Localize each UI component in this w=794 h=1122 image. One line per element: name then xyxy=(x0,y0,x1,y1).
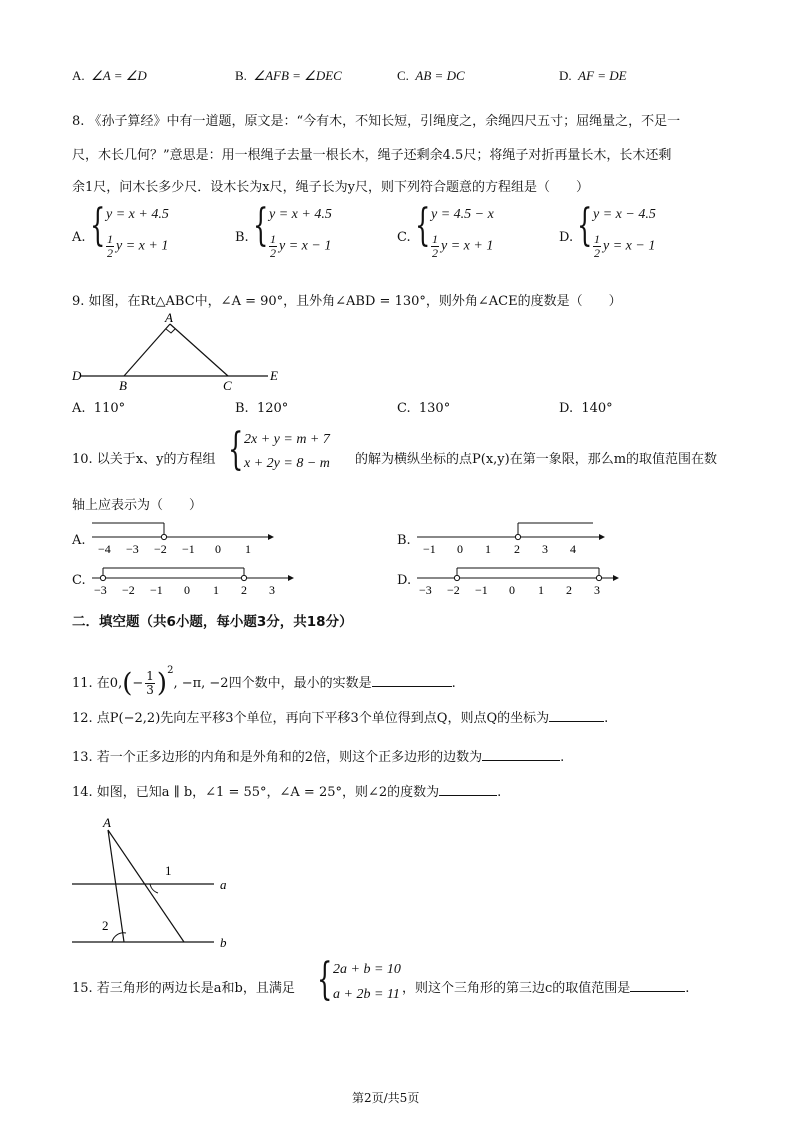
svg-text:3: 3 xyxy=(542,542,548,556)
svg-text:−3: −3 xyxy=(419,583,432,597)
svg-text:0: 0 xyxy=(215,542,221,556)
q9-question: 9. 如图，在Rt△ABC中，∠A = 90°，且外角∠ABD = 130°，则外角∠ACE的度数是（ ） xyxy=(72,294,622,309)
svg-text:4: 4 xyxy=(570,542,576,556)
svg-text:2: 2 xyxy=(241,583,247,597)
svg-text:−3: −3 xyxy=(126,542,139,556)
q10-numberline-b xyxy=(413,515,613,557)
q10-line-2: 轴上应表示为（ ） xyxy=(72,498,203,513)
svg-text:2: 2 xyxy=(102,918,109,933)
q7-option-a: A. ∠A = ∠D xyxy=(72,68,147,83)
q10-eq1: 2x + y = m + 7 xyxy=(244,432,330,447)
svg-text:−1: −1 xyxy=(475,583,488,597)
q15-eq1: 2a + b = 10 xyxy=(333,962,401,977)
svg-text:2: 2 xyxy=(514,542,520,556)
side-ab xyxy=(124,324,170,376)
right-angle-mark xyxy=(166,329,175,333)
svg-text:−2: −2 xyxy=(122,583,135,597)
svg-text:3: 3 xyxy=(269,583,275,597)
q7-option-d: D. AF = DE xyxy=(559,68,627,83)
label-a: A xyxy=(165,310,173,325)
q7-option-b: B. ∠AFB = ∠DEC xyxy=(235,68,342,83)
q10-numberline-a xyxy=(88,515,278,557)
side-ac xyxy=(170,324,228,376)
section-title: 二．填空题（共6小题，每小题3分，共18分） xyxy=(72,614,353,630)
page-number: 第2页/共5页 xyxy=(352,1091,420,1105)
q8-line-3: 余1尺，问木长多少尺．设木长为x尺，绳子长为y尺，则下列符合题意的方程组是（ ） xyxy=(72,180,589,195)
q10-prefix: 10. 以关于x、y的方程组 xyxy=(72,452,216,467)
svg-text:2: 2 xyxy=(566,583,572,597)
q10-option-d-letter: D. xyxy=(397,573,412,588)
q10-numberline-d xyxy=(413,560,623,600)
open-circle xyxy=(515,534,520,539)
q7-option-c: C. AB = DC xyxy=(397,68,465,83)
q15-prefix: 15. 若三角形的两边长是a和b，且满足 xyxy=(72,981,295,996)
q10-option-c-letter: C. xyxy=(72,573,86,588)
angle-1-arc xyxy=(150,884,158,893)
svg-text:1: 1 xyxy=(165,863,172,878)
svg-text:−2: −2 xyxy=(447,583,460,597)
svg-text:−1: −1 xyxy=(182,542,195,556)
q15-suffix: ，则这个三角形的第三边c的取值范围是 . xyxy=(402,981,690,996)
q12-question: 12. 点P(−2,2)先向左平移3个单位，再向下平移3个单位得到点Q，则点Q的坐标为 . xyxy=(72,711,609,726)
q15-eq2: a + 2b = 11 xyxy=(333,987,400,1002)
q13-question: 13. 若一个正多边形的内角和是外角和的2倍，则这个正多边形的边数为 . xyxy=(72,750,565,765)
q8-line-1: 8. 《孙子算经》中有一道题，原文是：“今有木，不知长短，引绳度之，余绳四尺五寸；屈绳量之，不足一 xyxy=(72,114,681,129)
q10-option-b-letter: B. xyxy=(397,533,411,548)
svg-text:0: 0 xyxy=(509,583,515,597)
label-c: C xyxy=(223,378,232,393)
svg-text:−1: −1 xyxy=(150,583,163,597)
svg-text:A: A xyxy=(103,815,111,830)
q10-suffix: 的解为横纵坐标的点P(x,y)在第一象限，那么m的取值范围在数 xyxy=(355,452,718,467)
svg-text:1: 1 xyxy=(245,542,251,556)
open-circle xyxy=(161,534,166,539)
q9-triangle-figure xyxy=(70,308,290,394)
label-d: D xyxy=(72,368,82,383)
q14-parallel-lines-figure xyxy=(70,812,240,952)
svg-text:3: 3 xyxy=(594,583,600,597)
svg-text:0: 0 xyxy=(184,583,190,597)
svg-text:b: b xyxy=(220,935,227,950)
q14-question: 14. 如图，已知a ∥ b，∠1 = 55°，∠A = 25°，则∠2的度数为 . xyxy=(72,785,502,800)
svg-text:−4: −4 xyxy=(98,542,111,556)
svg-text:1: 1 xyxy=(538,583,544,597)
label-e: E xyxy=(270,368,278,383)
svg-text:−2: −2 xyxy=(154,542,167,556)
q11-question: 11. 在0,(− $\frac{1}{3}$ )$^2$, −π, −2四个数中，最小的实数是 . xyxy=(72,665,456,699)
label-b: B xyxy=(119,378,127,393)
svg-text:1: 1 xyxy=(213,583,219,597)
svg-text:−1: −1 xyxy=(423,542,436,556)
q10-numberline-c xyxy=(88,560,298,600)
q8-line-2: 尺，木长几何？”意思是：用一根绳子去量一根长木，绳子还剩余4.5尺；将绳子对折再量长木，长木还剩 xyxy=(72,148,672,163)
q10-option-a-letter: A. xyxy=(72,533,86,548)
svg-text:0: 0 xyxy=(457,542,463,556)
svg-text:1: 1 xyxy=(485,542,491,556)
svg-text:a: a xyxy=(220,877,227,892)
q10-eq2: x + 2y = 8 − m xyxy=(244,456,330,471)
svg-text:−3: −3 xyxy=(94,583,107,597)
